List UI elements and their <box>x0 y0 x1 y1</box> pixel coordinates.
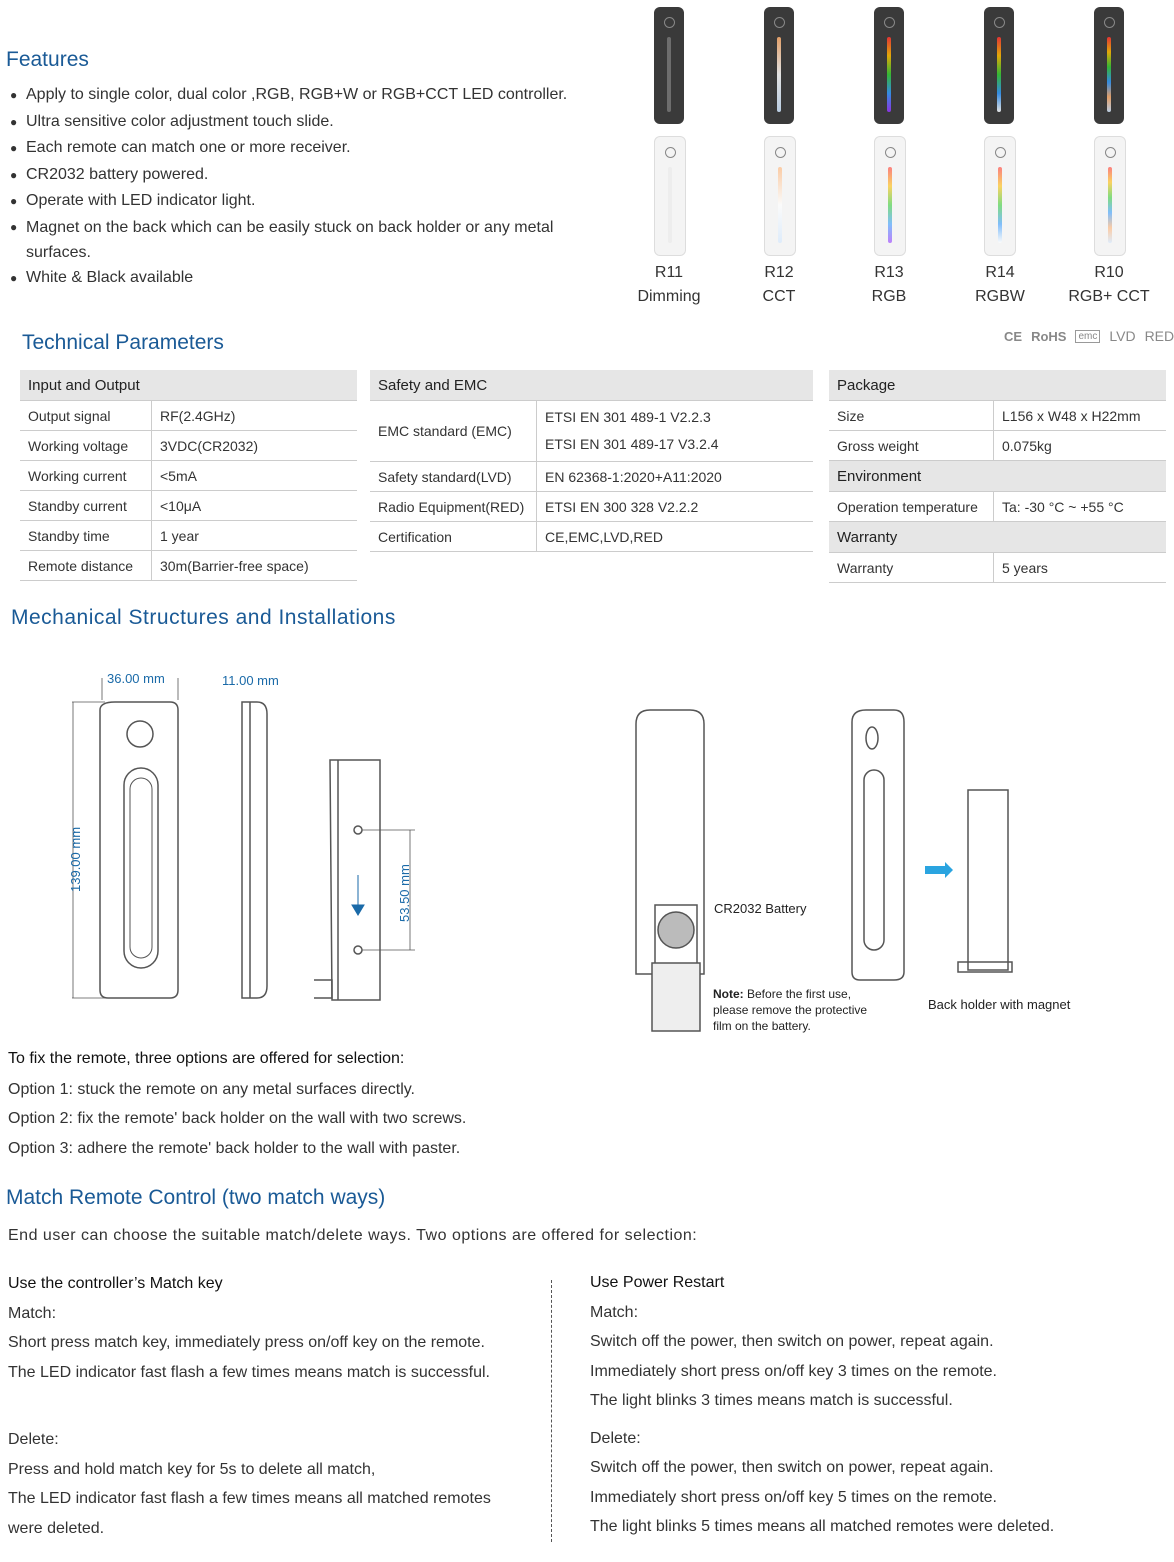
tech-title: Technical Parameters <box>22 331 224 354</box>
package-header: Package <box>829 370 1166 401</box>
remote-black-image <box>1094 7 1124 124</box>
rohs-logo: RoHS <box>1031 328 1067 344</box>
match-left-column <box>8 1269 538 1543</box>
right-delete-step: The light blinks 5 times means all matched remotes were deleted. <box>590 1518 1055 1535</box>
dim-holder: 53.50 mm <box>397 864 412 922</box>
cert-logos <box>1004 328 1174 344</box>
red-logo: RED <box>1144 328 1174 344</box>
fix-option: Option 3: adhere the remote' back holder to the wall with paster. <box>8 1140 461 1157</box>
feature-item: ● Apply to single color, dual color ,RGB, RGB+W or RGB+CCT LED controller. <box>10 82 590 109</box>
table-row: EMC standard (EMC) ETSI EN 301 489-1 V2.2.3 ETSI EN 301 489-17 V3.2.4 <box>370 401 813 462</box>
safety-header: Safety and EMC <box>370 370 813 401</box>
table-row: Size L156 x W48 x H22mm <box>829 401 1166 431</box>
model-label: R12 CCT <box>762 264 796 305</box>
right-match-step: The light blinks 3 times means match is successful. <box>590 1392 953 1409</box>
touch-slider-icon <box>1107 37 1111 112</box>
battery-note: Note: Before the first use, <box>713 987 852 1001</box>
table-row: Remote distance 30m(Barrier-free space) <box>20 551 357 581</box>
left-delete-step: The LED indicator fast flash a few times means all matched remotes <box>8 1490 491 1507</box>
power-button-icon <box>885 147 896 158</box>
table-row: Standby time 1 year <box>20 521 357 551</box>
power-button-icon <box>774 17 785 28</box>
right-match-heading: Match: <box>590 1303 639 1321</box>
remote-black-image <box>764 7 794 124</box>
touch-slider-icon <box>887 37 891 112</box>
environment-header: Environment <box>829 461 1166 492</box>
touch-slider-icon <box>997 37 1001 112</box>
model-label: R13 RGB <box>871 264 907 305</box>
feature-item: ● Each remote can match one or more receiver. <box>10 135 590 162</box>
feature-item: ● White & Black available <box>10 265 590 292</box>
model-label: R14 RGBW <box>975 264 1025 305</box>
right-title: Use Power Restart <box>590 1274 725 1291</box>
right-delete-step: Switch off the power, then switch on power, repeat again. <box>590 1459 994 1476</box>
safety-table <box>370 370 813 552</box>
touch-slider-icon <box>778 167 782 243</box>
model-label: R11 Dimming <box>637 264 701 305</box>
table-row: Gross weight 0.075kg <box>829 431 1166 461</box>
package-table <box>829 370 1166 583</box>
model-label: R10 RGB+ CCT <box>1068 264 1150 305</box>
left-delete-step: Press and hold match key for 5s to delete all match, <box>8 1460 376 1478</box>
remote-black-image <box>984 7 1014 124</box>
touch-slider-icon <box>888 167 892 243</box>
left-match-heading: Match: <box>8 1304 57 1322</box>
dim-depth: 11.00 mm <box>222 673 279 688</box>
power-button-icon <box>994 17 1005 28</box>
feature-item: ● CR2032 battery powered. <box>10 162 590 189</box>
features-title: Features <box>6 48 89 71</box>
battery-note-line2: please remove the protective <box>713 1003 868 1017</box>
remote-black-image <box>874 7 904 124</box>
right-delete-heading: Delete: <box>590 1429 641 1447</box>
power-button-icon <box>1105 147 1116 158</box>
remote-back-drawing <box>852 710 1012 980</box>
right-match-step: Switch off the power, then switch on power, repeat again. <box>590 1333 994 1350</box>
ce-logo: CE <box>1004 328 1023 344</box>
table-row: Output signal RF(2.4GHz) <box>20 401 357 431</box>
table-row: Certification CE,EMC,LVD,RED <box>370 522 813 552</box>
match-title: Match Remote Control (two match ways) <box>6 1186 386 1209</box>
power-button-icon <box>775 147 786 158</box>
feature-item: ● Magnet on the back which can be easily stuck on back holder or any metal surfaces. <box>10 215 590 265</box>
left-delete-step: were deleted. <box>8 1519 105 1537</box>
remote-white-image <box>874 136 906 256</box>
remote-front-drawing <box>72 678 178 998</box>
left-match-step: The LED indicator fast flash a few times means match is successful. <box>8 1363 490 1381</box>
touch-slider-icon <box>667 37 671 112</box>
lvd-logo: LVD <box>1109 328 1136 344</box>
touch-slider-icon <box>1108 167 1112 243</box>
dim-height: 139.00 mm <box>68 826 83 892</box>
remote-black-image <box>654 7 684 124</box>
power-button-icon <box>1104 17 1115 28</box>
fix-title: To fix the remote, three options are offered for selection: <box>8 1050 405 1067</box>
warranty-header: Warranty <box>829 522 1166 553</box>
power-button-icon <box>884 17 895 28</box>
fix-option: Option 1: stuck the remote on any metal surfaces directly. <box>8 1081 415 1098</box>
mechanical-drawing <box>0 660 1170 1040</box>
match-right-column <box>590 1268 1165 1542</box>
table-row: Operation temperature Ta: -30 °C ~ +55 °C <box>829 492 1166 522</box>
remote-white-image <box>764 136 796 256</box>
touch-slider-icon <box>998 167 1002 243</box>
right-match-step: Immediately short press on/off key 3 times on the remote. <box>590 1362 997 1380</box>
table-row: Warranty 5 years <box>829 553 1166 583</box>
table-row: Working current <5mA <box>20 461 357 491</box>
holder-label: Back holder with magnet <box>928 997 1071 1012</box>
arrow-right-icon <box>925 862 953 878</box>
io-table <box>20 370 357 581</box>
touch-slider-icon <box>777 37 781 112</box>
battery-drawing <box>636 710 704 1031</box>
remote-white-image <box>1094 136 1126 256</box>
touch-slider-icon <box>668 167 672 243</box>
table-row: Radio Equipment(RED) ETSI EN 300 328 V2.2.2 <box>370 492 813 522</box>
dim-width: 36.00 mm <box>107 671 165 686</box>
arrow-down-icon <box>352 875 364 915</box>
table-row: Safety standard(LVD) EN 62368-1:2020+A11:2020 <box>370 462 813 492</box>
feature-item: ● Ultra sensitive color adjustment touch slide. <box>10 109 590 136</box>
left-title: Use the controller’s Match key <box>8 1275 223 1292</box>
battery-note-line3: film on the battery. <box>713 1019 811 1033</box>
match-intro: End user can choose the suitable match/delete ways. Two options are offered for selection: <box>8 1227 698 1244</box>
power-button-icon <box>664 17 675 28</box>
remote-white-image <box>984 136 1016 256</box>
left-match-step: Short press match key, immediately press on/off key on the remote. <box>8 1334 485 1351</box>
right-delete-step: Immediately short press on/off key 5 times on the remote. <box>590 1488 997 1506</box>
features-list <box>10 82 590 291</box>
remote-white-image <box>654 136 686 256</box>
io-header: Input and Output <box>20 370 357 401</box>
column-divider <box>551 1280 552 1542</box>
remote-side-drawing <box>242 702 267 998</box>
feature-item: ● Operate with LED indicator light. <box>10 188 590 215</box>
table-row: Working voltage 3VDC(CR2032) <box>20 431 357 461</box>
mech-title: Mechanical Structures and Installations <box>11 606 396 629</box>
left-delete-heading: Delete: <box>8 1431 59 1448</box>
table-row: Standby current <10μA <box>20 491 357 521</box>
battery-label: CR2032 Battery <box>714 901 807 916</box>
power-button-icon <box>665 147 676 158</box>
power-button-icon <box>995 147 1006 158</box>
fix-option: Option 2: fix the remote' back holder on the wall with two screws. <box>8 1110 467 1127</box>
emc-logo: emc <box>1075 330 1100 343</box>
